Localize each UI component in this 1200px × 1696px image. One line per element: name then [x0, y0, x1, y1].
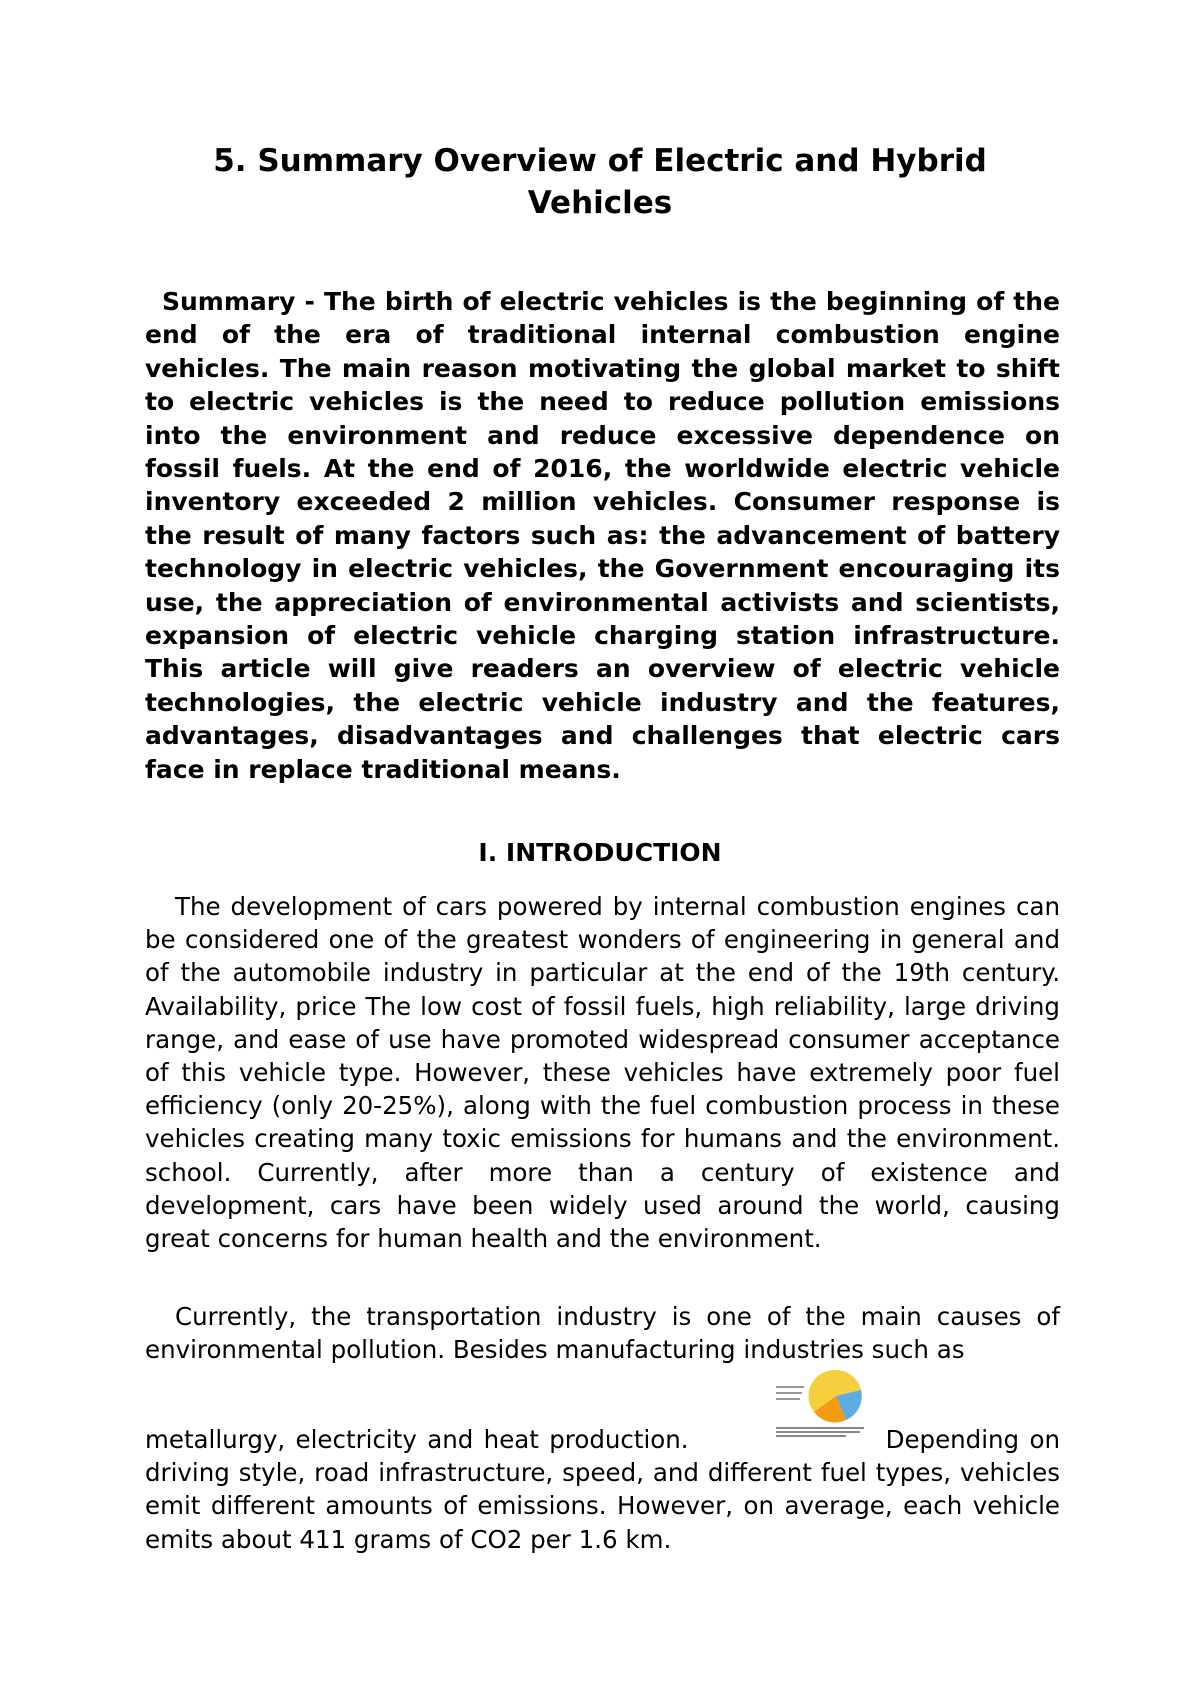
pie-legend-line: [776, 1398, 800, 1400]
abstract: [145, 285, 1060, 786]
title-line-2: Vehicles: [527, 185, 673, 221]
section-heading: I. INTRODUCTION: [478, 838, 722, 867]
pie-legend-line: [776, 1392, 802, 1394]
abstract-label: Summary -: [162, 287, 324, 316]
pie-legend-line: [776, 1386, 804, 1388]
intro-paragraph-3: metallurgy, electricity and heat production. Depending on driving style, road infrastructure, speed, and different fuel types, vehicles emit different amounts of emissions. However, on average, each vehicle emits about 411 grams of CO2 per 1.6 km.: [145, 1425, 1068, 1554]
intro-paragraph-1: The development of cars powered by internal combustion engines can be considered one of the greatest wonders of engineering in general and of the automobile industry in particular at the end of the 19th century. Availability, price The low cost of fossil fuels, high reliability, large driving range, and ease of use have promoted widespread consumer acceptance of this vehicle type. However, these vehicles have extremely poor fuel efficiency (only 20-25%), along with the fuel combustion process in these vehicles creating many toxic emissions for humans and the environment. school. Currently, after more than a century of existence and development, cars have been widely used around the world, causing great concerns for human health and the environment.: [145, 892, 1060, 1254]
pie-chart-graphic: [776, 1368, 868, 1426]
page-title: [145, 140, 1055, 224]
intro-paragraph-2: Currently, the transportation industry is one of the main causes of environmental pollution. Besides manufacturing industries such as: [145, 1302, 1060, 1365]
abstract-text: The birth of electric vehicles is the beginning of the end of the era of traditional internal combustion engine vehicles. The main reason motivating the global market to shift to electric vehicles is the need to reduce pollution emissions into the environment and reduce excessive dependence on fossil fuels. At the end of 2016, the worldwide electric vehicle inventory exceeded 2 million vehicles. Consumer response is the result of many factors such as: the advancement of battery technology in electric vehicles, the Government encouraging its use, the appreciation of environmental activists and scientists, expansion of electric vehicle charging station infrastructure. This article will give readers an overview of electric vehicle technologies, the electric vehicle industry and the features, advantages, disadvantages and challenges that electric cars face in replace traditional means.: [145, 287, 1060, 784]
title-line-1: 5. Summary Overview of Electric and Hybrid: [213, 143, 987, 179]
